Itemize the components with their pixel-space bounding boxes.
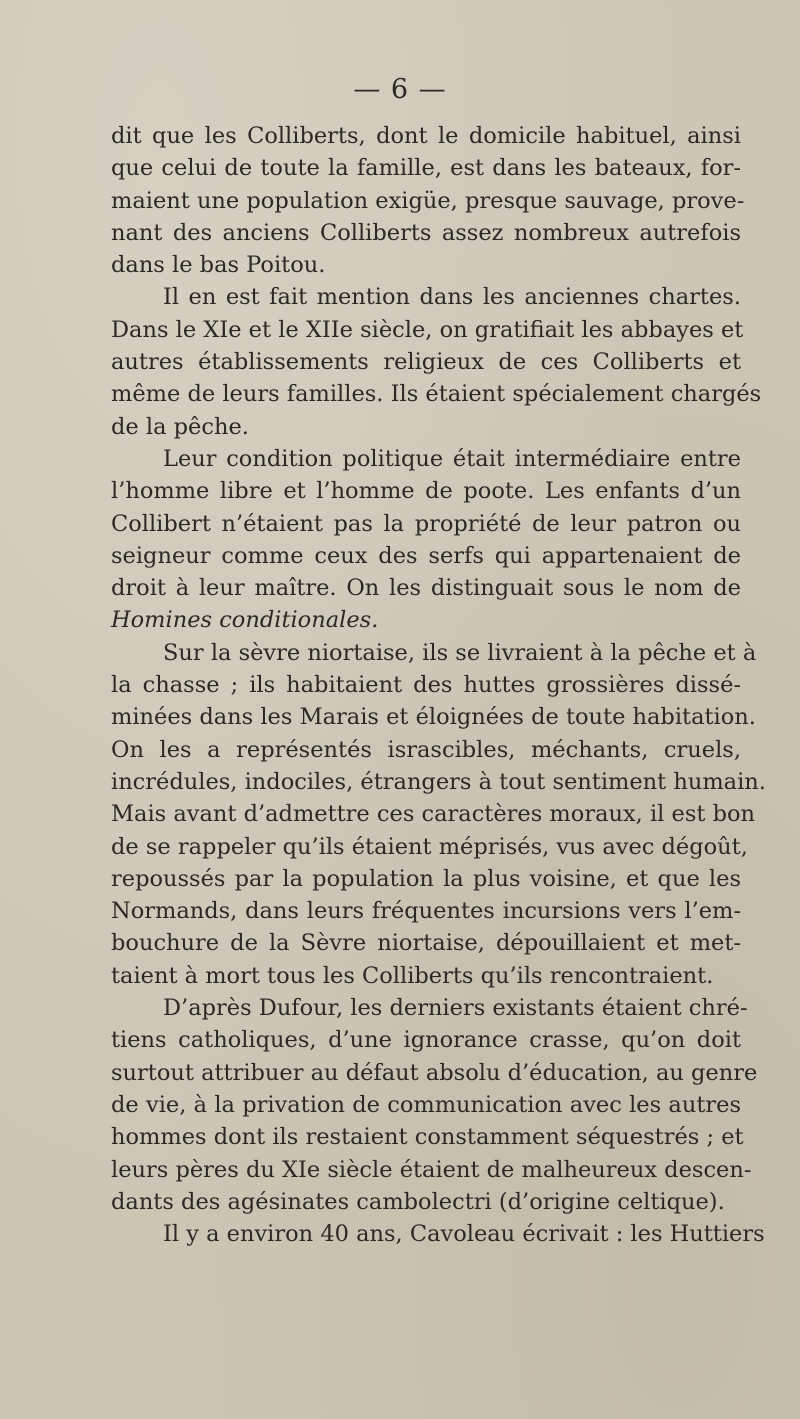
text-line: dans le bas Poitou.	[111, 252, 326, 279]
text-line: même de leurs familles. Ils étaient spécialement chargés	[111, 381, 762, 408]
text-line: hommes dont ils restaient constamment séquestrés ; et	[111, 1124, 744, 1151]
text-line: de vie, à la privation de communication avec les autres	[111, 1091, 741, 1118]
text-line: Mais avant d’admettre ces caractères moraux, il est bon	[111, 801, 756, 828]
text-line: l’homme libre et l’homme de poote. Les enfants d’un	[111, 478, 741, 505]
text-line: droit à leur maître. On les distinguait sous le nom de	[111, 575, 741, 602]
text-line: tiens catholiques, d’une ignorance crasse, qu’on doit	[111, 1027, 741, 1054]
text-line: seigneur comme ceux des serfs qui appartenaient de	[111, 542, 741, 569]
text-line: de la pêche.	[111, 413, 249, 440]
text-line: Homines conditionales.	[111, 607, 379, 634]
text-line: autres établissements religieux de ces Colliberts et	[111, 349, 741, 376]
text-line: bouchure de la Sèvre niortaise, dépouillaient et met-	[111, 930, 741, 957]
text-line: Sur la sèvre niortaise, ils se livraient à la pêche et à	[163, 639, 757, 666]
text-line: Dans le XIe et le XIIe siècle, on gratifiait les abbayes et	[111, 316, 744, 343]
text-line: dit que les Colliberts, dont le domicile habituel, ainsi	[111, 123, 741, 149]
text-line: que celui de toute la famille, est dans les bateaux, for-	[111, 155, 741, 182]
body-text	[111, 120, 766, 1250]
text-line: Collibert n’étaient pas la propriété de leur patron ou	[111, 510, 741, 537]
text-line: surtout attribuer au défaut absolu d’éducation, au genre	[111, 1059, 758, 1086]
text-line: maient une population exigüe, presque sauvage, prove-	[111, 187, 745, 214]
text-line: incrédules, indociles, étrangers à tout sentiment humain.	[111, 768, 766, 795]
text-line: Il y a environ 40 ans, Cavoleau écrivait : les Huttiers	[163, 1221, 765, 1248]
text-line: minées dans les Marais et éloignées de toute habitation.	[111, 704, 756, 731]
text-line: leurs pères du XIe siècle étaient de malheureux descen-	[111, 1156, 752, 1183]
text-line: taient à mort tous les Colliberts qu’ils rencontraient.	[111, 962, 714, 989]
text-line: dants des agésinates cambolectri (d’origine celtique).	[111, 1188, 725, 1215]
text-line: Leur condition politique était intermédiaire entre	[163, 445, 741, 472]
text-line: repoussés par la population la plus voisine, et que les	[111, 865, 741, 892]
page-number: — 6 —	[353, 74, 447, 105]
text-line: nant des anciens Colliberts assez nombreux autrefois	[111, 219, 741, 246]
text-line: la chasse ; ils habitaient des huttes grossières dissé-	[111, 672, 741, 699]
text-line: On les a représentés israscibles, méchants, cruels,	[111, 736, 741, 763]
text-line: Il en est fait mention dans les anciennes chartes.	[163, 284, 741, 311]
text-line: de se rappeler qu’ils étaient méprisés, vus avec dégoût,	[111, 833, 748, 860]
text-line: Normands, dans leurs fréquentes incursions vers l’em-	[111, 898, 741, 925]
text-line: D’après Dufour, les derniers existants étaient chré-	[163, 995, 748, 1022]
